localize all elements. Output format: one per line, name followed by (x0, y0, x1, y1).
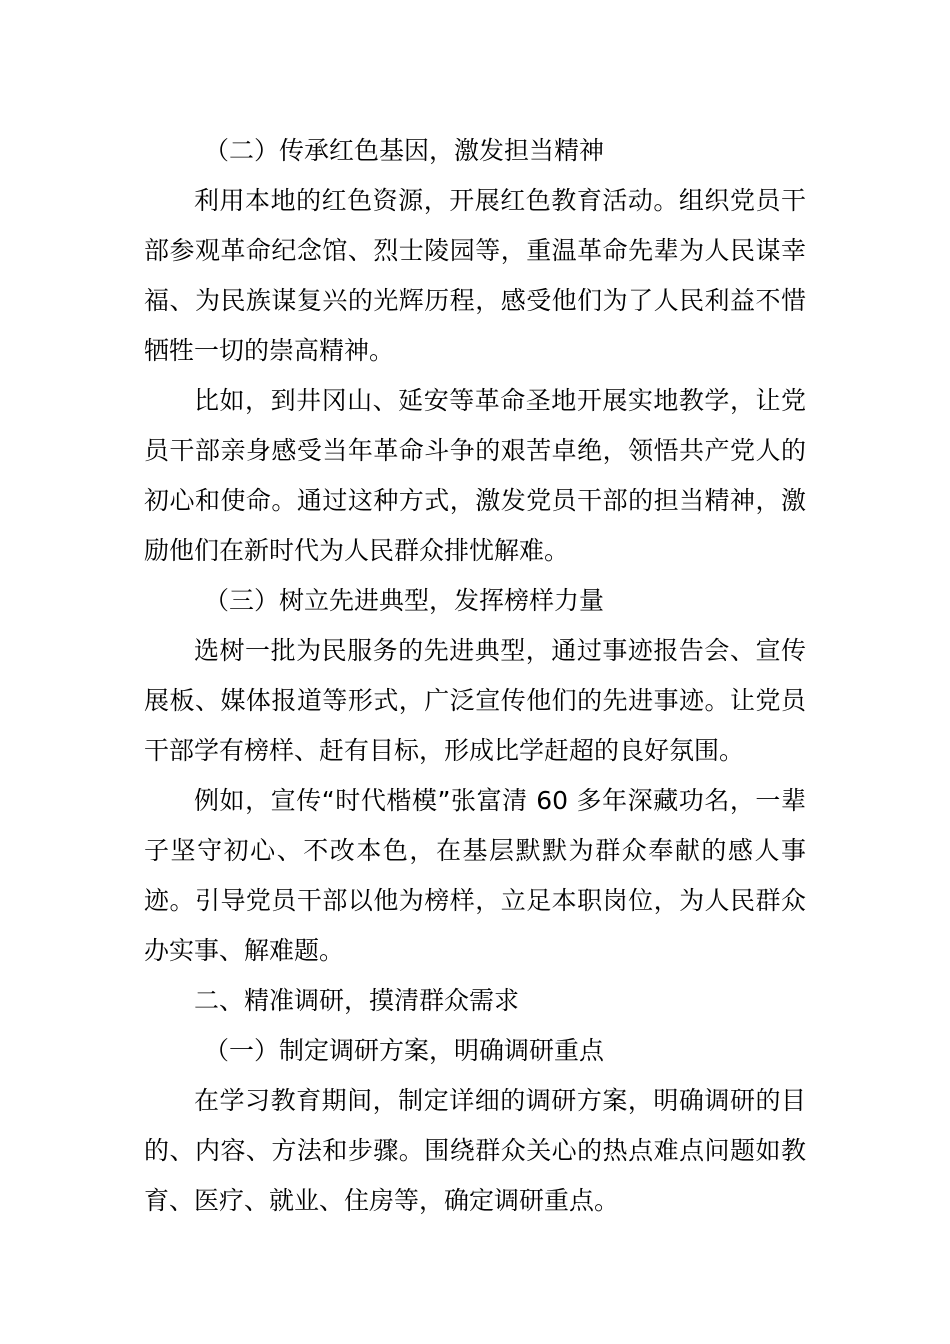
paragraph-zhang-fuqing: 例如，宣传“时代楷模”张富清 60 多年深藏功名，一辈子坚守初心、不改本色，在基层默默为群众奉献的感人事迹。引导党员干部以他为榜样，立足本职岗位，为人民群众办实事、解难题。 (144, 786, 806, 965)
paragraph-select-models: 选树一批为民服务的先进典型，通过事迹报告会、宣传展板、媒体报道等形式，广泛宣传他们的先进事迹。让党员干部学有榜样、赶有目标，形成比学赶超的良好氛围。 (144, 636, 806, 765)
sub-heading-research-plan: （一）制定调研方案，明确调研重点 (204, 1036, 605, 1065)
paragraph-research-plan: 在学习教育期间，制定详细的调研方案，明确调研的目的、内容、方法和步骤。围绕群众关心的热点难点问题如教育、医疗、就业、住房等，确定调研重点。 (144, 1086, 806, 1215)
sub-heading-advanced-models: （三）树立先进典型，发挥榜样力量 (204, 586, 605, 615)
paragraph-red-education: 利用本地的红色资源，开展红色教育活动。组织党员干部参观革命纪念馆、烈士陵园等，重温革命先辈为人民谋幸福、为民族谋复兴的光辉历程，感受他们为了人民利益不惜牺牲一切的崇高精神。 (144, 186, 806, 365)
sub-heading-inherit-red-gene: （二）传承红色基因，激发担当精神 (204, 136, 605, 165)
paragraph-field-teaching: 比如，到井冈山、延安等革命圣地开展实地教学，让党员干部亲身感受当年革命斗争的艰苦卓绝，领悟共产党人的初心和使命。通过这种方式，激发党员干部的担当精神，激励他们在新时代为人民群众排忧解难。 (144, 386, 806, 565)
document-body (144, 126, 806, 1226)
section-heading-precise-research: 二、精准调研，摸清群众需求 (194, 986, 520, 1015)
